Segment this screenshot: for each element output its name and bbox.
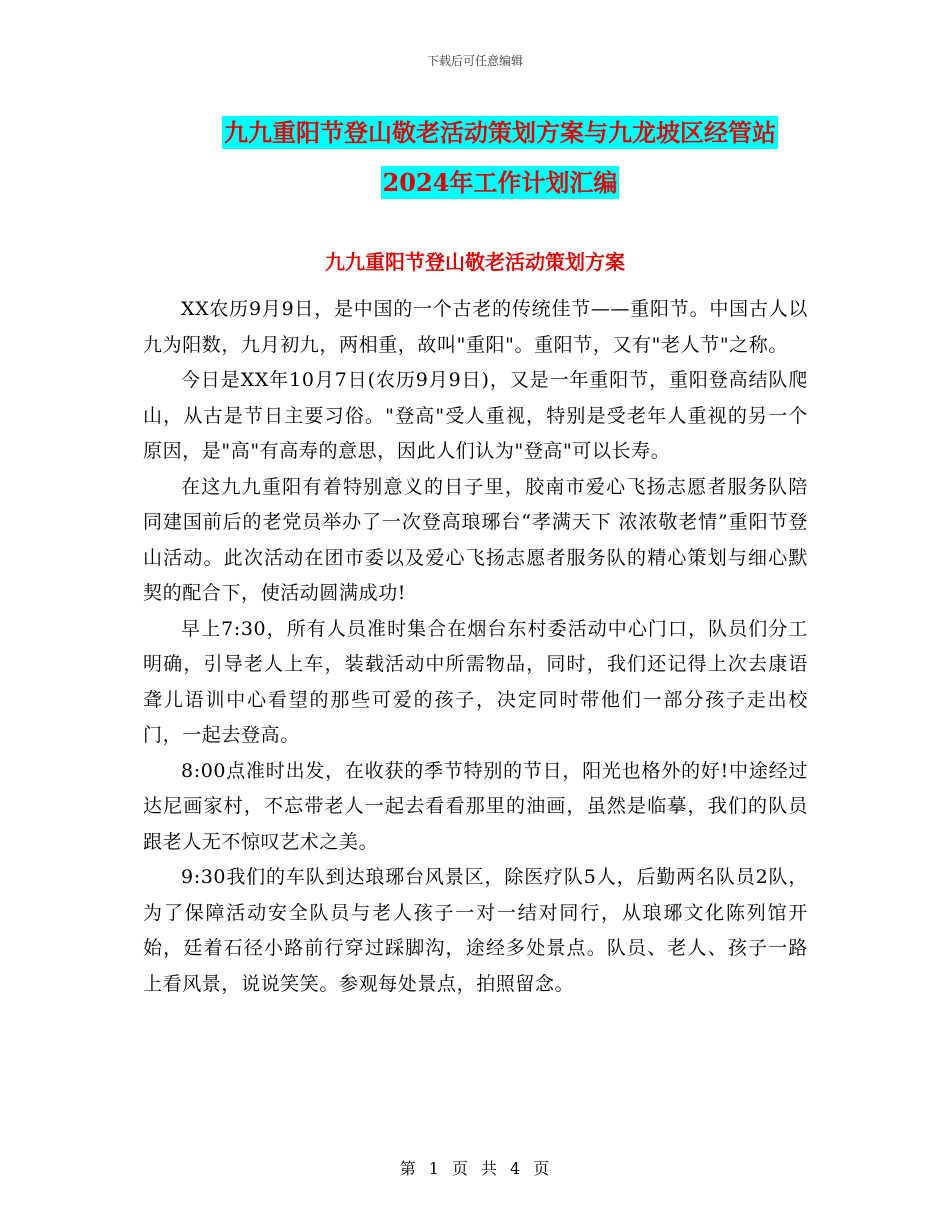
document-title-line-2: 2024年工作计划汇编 [382, 168, 618, 197]
footer-suffix: 页 [533, 1159, 551, 1178]
page-footer [0, 1156, 950, 1179]
body-text [143, 292, 808, 1002]
page-header-note: 下载后可任意编辑 [426, 54, 523, 68]
paragraph: 在这九九重阳有着特别意义的日子里，胶南市爱心飞扬志愿者服务队陪同建国前后的老党员举办了一次登高琅琊台“孝满天下 浓浓敬老情”重阳节登山活动。此次活动在团市委以及爱心飞扬志愿者服务队的精心策划与细心默契的配合下，使活动圆满成功! [143, 475, 808, 604]
footer-page-number: 1 [428, 1159, 440, 1178]
paragraph: 8:00点准时出发，在收获的季节特别的节日，阳光也格外的好!中途经过达尼画家村，不忘带老人一起去看看那里的油画，虽然是临摹，我们的队员跟老人无不惊叹艺术之美。 [143, 759, 808, 853]
document-title [120, 108, 880, 208]
footer-prefix: 第 [399, 1159, 417, 1178]
paragraph: 9:30我们的车队到达琅琊台风景区，除医疗队5人，后勤两名队员2队，为了保障活动安全队员与老人孩子一对一结对同行，从琅琊文化陈列馆开始，廷着石径小路前行穿过踩脚沟，途经多处景点。队员、老人、孩子一路上看风景，说说笑笑。参观每处景点，拍照留念。 [143, 866, 808, 995]
footer-total-label: 共 [481, 1159, 499, 1178]
paragraph: 今日是XX年10月7日(农历9月9日)，又是一年重阳节，重阳登高结队爬山，从古是节日主要习俗。"登高"受人重视，特别是受老年人重视的另一个原因，是"高"有高寿的意思，因此人们认为"登高"可以长寿。 [143, 369, 808, 462]
section-title: 九九重阳节登山敬老活动策划方案 [325, 250, 625, 274]
footer-total-pages: 4 [510, 1159, 522, 1178]
paragraph: 早上7:30，所有人员准时集合在烟台东村委活动中心门口，队员们分工明确，引导老人上车，装载活动中所需物品，同时，我们还记得上次去康语聋儿语训中心看望的那些可爱的孩子，决定同时带他们一部分孩子走出校门，一起去登高。 [143, 617, 808, 746]
document-title-line-1: 九九重阳节登山敬老活动策划方案与九龙坡区经管站 [224, 118, 776, 147]
footer-page-label: 页 [451, 1159, 469, 1178]
paragraph: XX农历9月9日，是中国的一个古老的传统佳节——重阳节。中国古人以九为阳数，九月初九，两相重，故叫"重阳"。重阳节，又有"老人节"之称。 [143, 298, 808, 356]
